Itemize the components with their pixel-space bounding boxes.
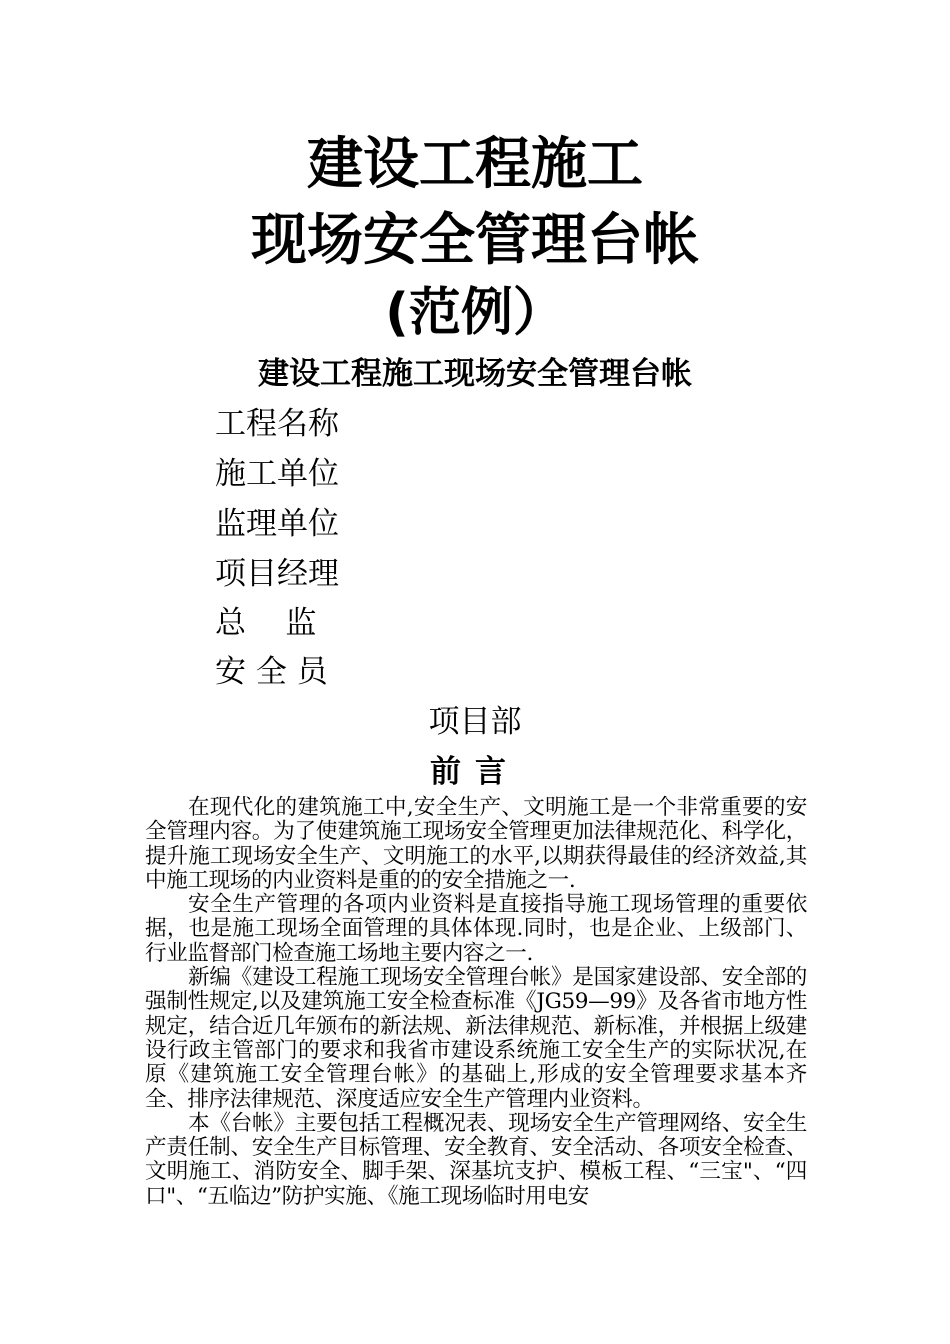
field-project-manager: 项目经理 [215,556,339,592]
paragraph: 本《台帐》主要包括工程概况表、现场安全生产管理网络、安全生产责任制、安全生产目标管理、安全教育、安全活动、各项安全检查、文明施工、消防安全、脚手架、深基坑支护、模板工程、“三宝"、“四口"、“五临边”防护实施、《施工现场临时用电安 [145,1110,807,1209]
preface-heading: 前言 [430,754,520,790]
paragraph: 安全生产管理的各项内业资料是直接指导施工现场管理的重要依据，也是施工现场全面管理的具体体现.同时，也是企业、上级部门、行业监督部门检查施工场地主要内容之一. [145,892,807,966]
title-line-3: (范例） [385,283,565,343]
field-construction-unit: 施工单位 [215,456,339,492]
title-line-1: 建设工程施工 [307,132,643,197]
preface-body [145,796,807,1209]
field-project-name: 工程名称 [215,406,339,442]
paragraph: 在现代化的建筑施工中,安全生产、文明施工是一个非常重要的安全管理内容。为了使建筑施工现场安全管理更加法律规范化、科学化，提升施工现场安全生产、文明施工的水平,以期获得最佳的经济效益,其中施工现场的内业资料是重的的安全措施之一. [145,795,807,893]
title-line-2: 现场安全管理台帐 [251,208,699,273]
paragraph: 新编《建设工程施工现场安全管理台帐》是国家建设部、安全部的强制性规定,以及建筑施工安全检查标准《JG59—99》及各省市地方性规定，结合近几年颁布的新法规、新法律规范、新标准，并根据上级建设行政主管部门的要求和我省市建设系统施工安全生产的实际状况,在原《建筑施工安全管理台帐》的基础上,形成的安全管理要求基本齐全、排序法律规范、深度适应安全生产管理内业资料。 [145,965,807,1112]
department-label: 项目部 [428,704,522,740]
field-safety-officer: 安 全 员 [215,654,328,690]
field-chief-supervisor: 总 监 [215,605,317,641]
field-supervision-unit: 监理单位 [215,506,339,542]
subtitle: 建设工程施工现场安全管理台帐 [258,356,692,392]
